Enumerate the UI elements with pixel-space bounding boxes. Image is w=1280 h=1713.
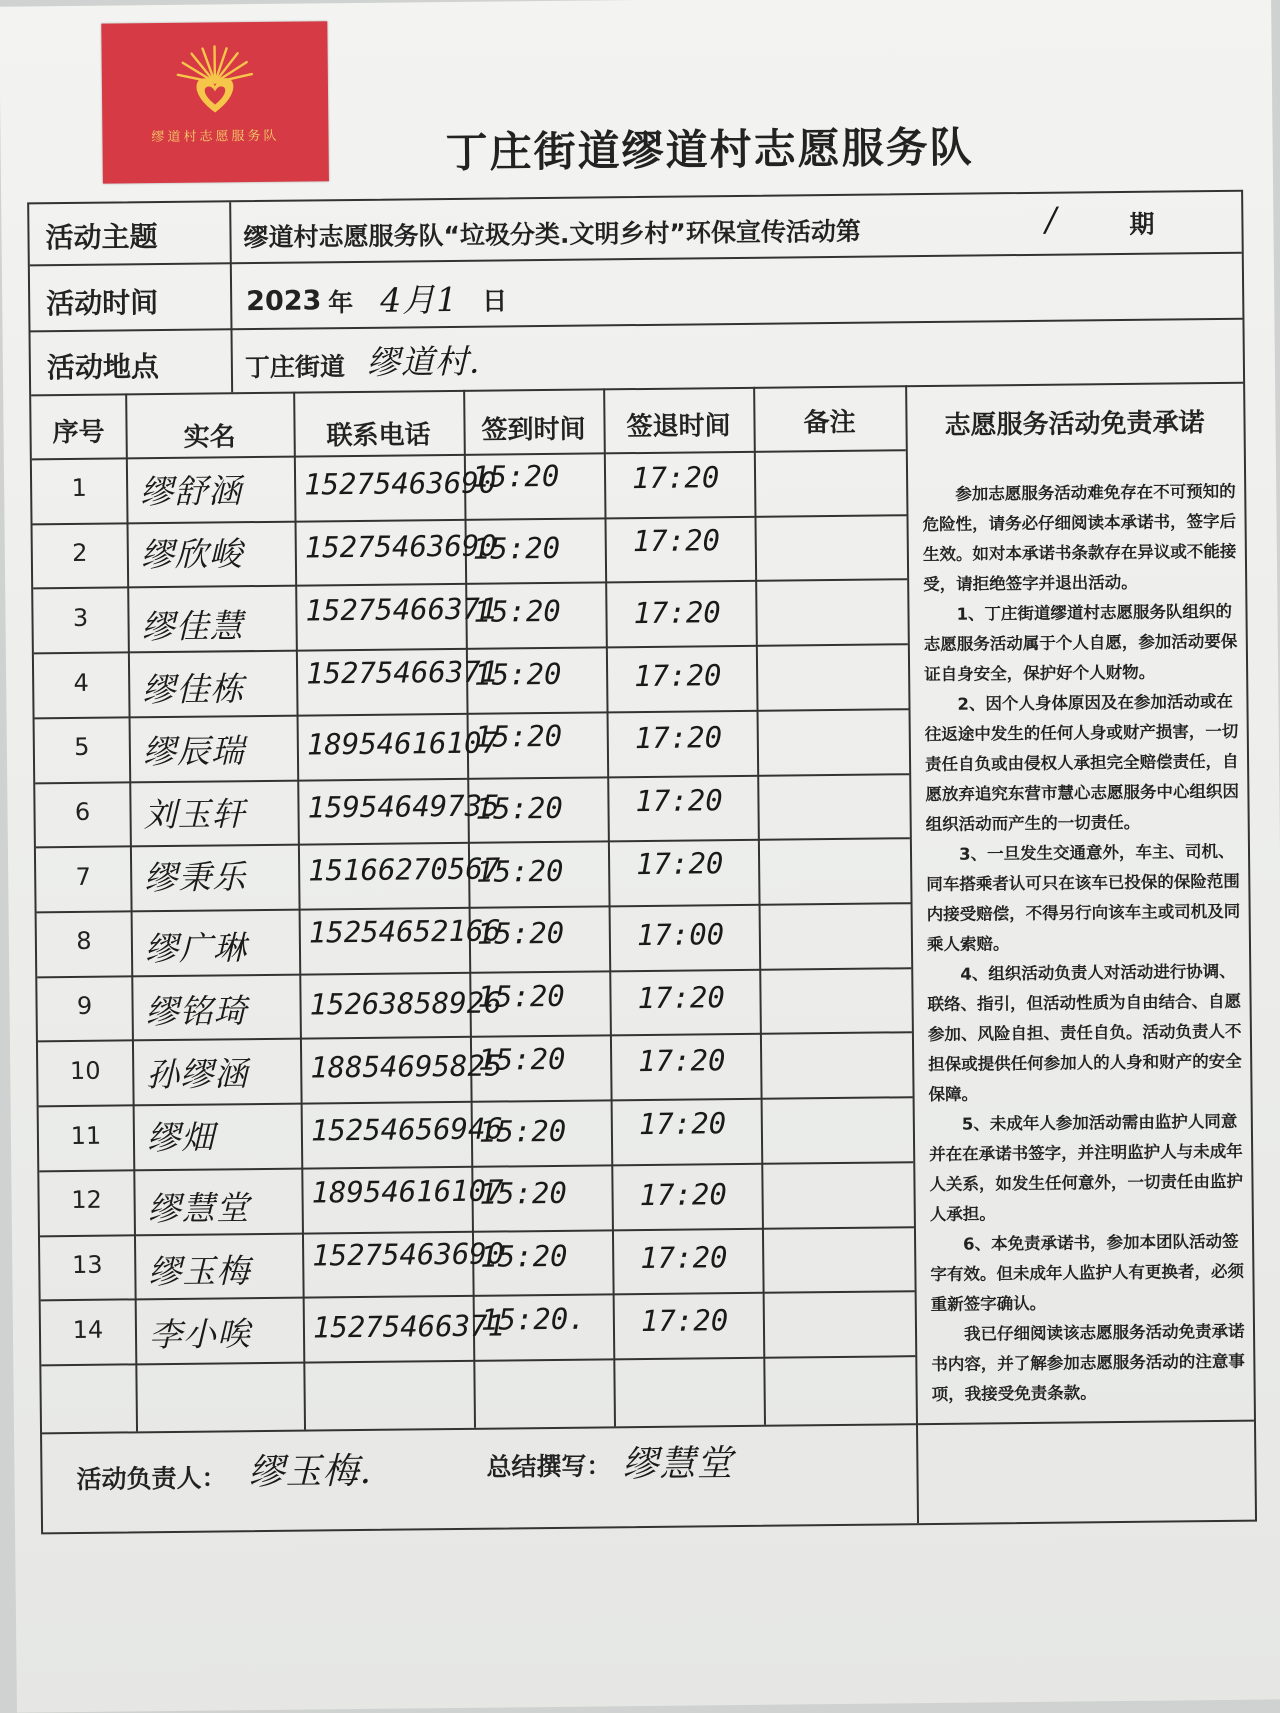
waiver-title: 志愿服务活动免责承诺 <box>905 402 1243 443</box>
cell-in: 15:20 <box>472 459 602 494</box>
leader-signature: 缪玉梅. <box>248 1443 372 1495</box>
cell-in: 15:20 <box>477 916 607 951</box>
table-row <box>29 192 1241 205</box>
year-unit: 年 <box>328 283 353 319</box>
cell-name: 缪慧堂 <box>147 1182 301 1231</box>
cell-name: 缪欣峻 <box>141 528 295 577</box>
cell-name: 缪佳慧 <box>141 599 295 648</box>
cell-note <box>767 981 907 982</box>
cell-out: 17:20 <box>640 1240 760 1275</box>
cell-out: 17:20 <box>636 845 756 880</box>
cell-out: 17:20 <box>634 657 754 692</box>
waiver-paragraph: 5、未成年人参加活动需由监护人同意并在在承诺书签字，并注明监护人与未成年人关系，如发生任何意外，一切责任由监护人承担。 <box>929 1107 1248 1230</box>
row-lines <box>29 192 1241 205</box>
cell-name: 刘玉轩 <box>143 788 297 837</box>
cell-phone: 15954649735 <box>307 789 467 825</box>
cell-no: 8 <box>37 927 131 956</box>
cell-in: 15:20 <box>474 656 604 691</box>
cell-in: 15:20 <box>479 1176 609 1211</box>
cell-note <box>765 721 905 722</box>
cell-no: 6 <box>35 797 129 826</box>
cell-in: 15:20 <box>480 1238 610 1273</box>
waiver-paragraph: 6、本免责承诺书，参加本团队活动签字有效。但未成年人监护人有更换者，必须重新签字确认。 <box>930 1227 1249 1320</box>
cell-phone: 18854695825 <box>310 1049 470 1085</box>
location-printed: 丁庄街道 <box>245 347 345 384</box>
cell-no: 4 <box>34 668 128 697</box>
header-name: 实名 <box>125 416 293 455</box>
table-row <box>29 192 1241 205</box>
cell-no: 5 <box>35 733 129 762</box>
cell-out: 17:20 <box>639 1177 759 1212</box>
cell-in: 15:20 <box>478 1041 608 1076</box>
table-row <box>29 192 1241 205</box>
table-row <box>29 192 1241 205</box>
cell-out: 17:20 <box>639 1105 759 1140</box>
cell-in: 15:20 <box>479 1113 609 1148</box>
table-row <box>29 192 1241 205</box>
cell-in: 15:20 <box>473 530 603 565</box>
registration-sheet <box>27 190 1257 1535</box>
cell-phone: 15275466371 <box>306 654 466 690</box>
cell-no: 11 <box>39 1121 133 1150</box>
label-theme: 活动主题 <box>45 215 157 256</box>
cell-phone: 15275466371 <box>313 1308 473 1344</box>
cell-no: 10 <box>38 1056 132 1085</box>
cell-name: 孙缪涵 <box>146 1047 300 1096</box>
label-time: 活动时间 <box>46 281 158 322</box>
waiver-paragraph: 3、一旦发生交通意外，车主、司机、同车搭乘者认可只在该车已投保的保险范围内接受赔偿，不得另行向该车主或司机及同乘人索赔。 <box>926 837 1245 960</box>
cell-out: 17:20 <box>633 595 753 630</box>
cell-out: 17:20 <box>635 720 755 755</box>
cell-in: 15:20 <box>476 853 606 888</box>
cell-note <box>771 1304 911 1305</box>
cell-out: 17:20 <box>633 523 753 558</box>
writer-signature: 缪慧堂 <box>622 1435 734 1487</box>
waiver-paragraph: 1、丁庄街道缪道村志愿服务队组织的志愿服务活动属于个人自愿，参加活动要保证自身安全，保护好个人财物。 <box>923 597 1242 690</box>
table-row <box>29 192 1241 205</box>
cell-no: 14 <box>41 1315 135 1344</box>
table-row <box>29 192 1241 205</box>
cell-in: 15:20 <box>473 593 603 628</box>
writer-label: 总结撰写： <box>486 1446 611 1483</box>
header-phone: 联系电话 <box>293 414 463 453</box>
table-row <box>29 192 1241 205</box>
cell-note <box>769 1107 909 1108</box>
cell-phone: 18954616107 <box>311 1174 471 1210</box>
cell-name: 缪佳栋 <box>142 662 296 711</box>
cell-out: 17:20 <box>641 1302 761 1337</box>
cell-out: 17:20 <box>635 783 755 818</box>
cell-no: 2 <box>33 538 127 567</box>
cell-note <box>762 462 902 463</box>
cell-name: 缪辰瑞 <box>143 725 297 774</box>
cell-note <box>766 847 906 848</box>
cell-note <box>765 784 905 785</box>
page-title: 丁庄街道缪道村志愿服务队 <box>445 115 974 181</box>
cell-note <box>770 1232 910 1233</box>
flag-text: 缪道村志愿服务队 <box>102 124 328 145</box>
issue-number: / <box>1045 200 1058 239</box>
waiver-paragraph: 4、组织活动负责人对活动进行协调、联络、指引，但活动性质为自由结合、自愿参加、风险自担、责任自负。活动负责人不担保或提供任何参加人的人身和财产的安全保障。 <box>927 957 1247 1110</box>
cell-phone: 15275463690 <box>305 529 465 565</box>
waiver-paragraph: 参加志愿服务活动难免存在不可预知的危险性，请务必仔细阅读本承诺书，签字后生效。如对本承诺书条款存在异议或不能接受，请拒绝签字并退出活动。 <box>922 477 1241 600</box>
cell-phone: 15254652166 <box>309 914 469 950</box>
cell-name: 缪玉梅 <box>148 1245 302 1294</box>
header-checkin: 签到时间 <box>463 408 603 446</box>
leader-label: 活动负责人： <box>76 1458 226 1496</box>
cell-phone: 15254656946 <box>311 1111 471 1147</box>
header-seq: 序号 <box>31 411 125 449</box>
issue-suffix: 期 <box>1129 205 1154 241</box>
cell-name: 缪畑 <box>147 1110 301 1159</box>
cell-note <box>767 910 907 911</box>
waiver-paragraph: 2、因个人身体原因及在参加活动或在往返途中发生的任何人身或财产损害，一切责任自负或由侵权人承担完全赔偿责任，自愿放弃追究东营市慧心志愿服务中心组织因组织活动而产生的一切责任。 <box>924 687 1244 840</box>
cell-no: 7 <box>36 862 130 891</box>
cell-note <box>768 1044 908 1045</box>
table-row <box>29 192 1241 205</box>
cell-note <box>769 1169 909 1170</box>
cell-no: 1 <box>32 474 126 503</box>
table-row <box>29 192 1241 205</box>
cell-in: 15:20 <box>475 719 605 754</box>
cell-note <box>764 650 904 651</box>
cell-in: 15:20. <box>481 1301 611 1336</box>
cell-no: 12 <box>39 1186 133 1215</box>
cell-phone: 15275466371 <box>305 592 465 628</box>
cell-name: 缪铭琦 <box>145 985 299 1034</box>
location-handwritten: 缪道村. <box>367 336 481 384</box>
cell-phone: 15275463690 <box>312 1237 472 1273</box>
table-row <box>29 192 1241 205</box>
cell-name: 缪秉乐 <box>144 850 298 899</box>
header-note: 备注 <box>753 401 905 440</box>
cell-phone: 15166270567 <box>308 851 468 887</box>
cell-phone: 15275463690 <box>304 466 464 502</box>
cell-out: 17:00 <box>637 917 757 952</box>
cell-out: 17:20 <box>638 1043 758 1078</box>
header-checkout: 签退时间 <box>603 405 753 444</box>
volunteer-flag <box>101 21 329 183</box>
cell-in: 15:20 <box>477 978 607 1013</box>
cell-name: 缪广琳 <box>145 922 299 971</box>
cell-in: 15:20 <box>475 790 605 825</box>
cell-out: 17:20 <box>632 460 752 495</box>
waiver-paragraph: 我已仔细阅读该志愿服务活动免责承诺书内容，并了解参加志愿服务活动的注意事项，我接受免责条款。 <box>931 1317 1250 1410</box>
cell-phone: 15263858926 <box>309 986 469 1022</box>
month-day: 4月1 <box>380 274 458 322</box>
theme-value: 缪道村志愿服务队“垃圾分类.文明乡村”环保宣传活动第 <box>243 212 861 254</box>
day-unit: 日 <box>482 281 507 317</box>
table-row <box>29 192 1241 205</box>
year-value: 2023 <box>246 285 321 317</box>
cell-note <box>763 587 903 588</box>
attendance-rows <box>29 192 1241 205</box>
cell-note <box>763 524 903 525</box>
waiver-body <box>922 477 1250 1410</box>
table-row <box>29 192 1241 205</box>
label-location: 活动地点 <box>47 345 159 386</box>
sunburst-heart-emblem-icon <box>171 42 258 121</box>
table-row <box>29 192 1241 205</box>
cell-no: 3 <box>33 603 127 632</box>
cell-no: 9 <box>37 991 131 1020</box>
cell-no: 13 <box>40 1250 134 1279</box>
cell-phone: 18954616107 <box>307 726 467 762</box>
cell-name: 缪舒涵 <box>140 465 294 514</box>
cell-name: 李小唉 <box>149 1307 303 1356</box>
cell-out: 17:20 <box>637 980 757 1015</box>
